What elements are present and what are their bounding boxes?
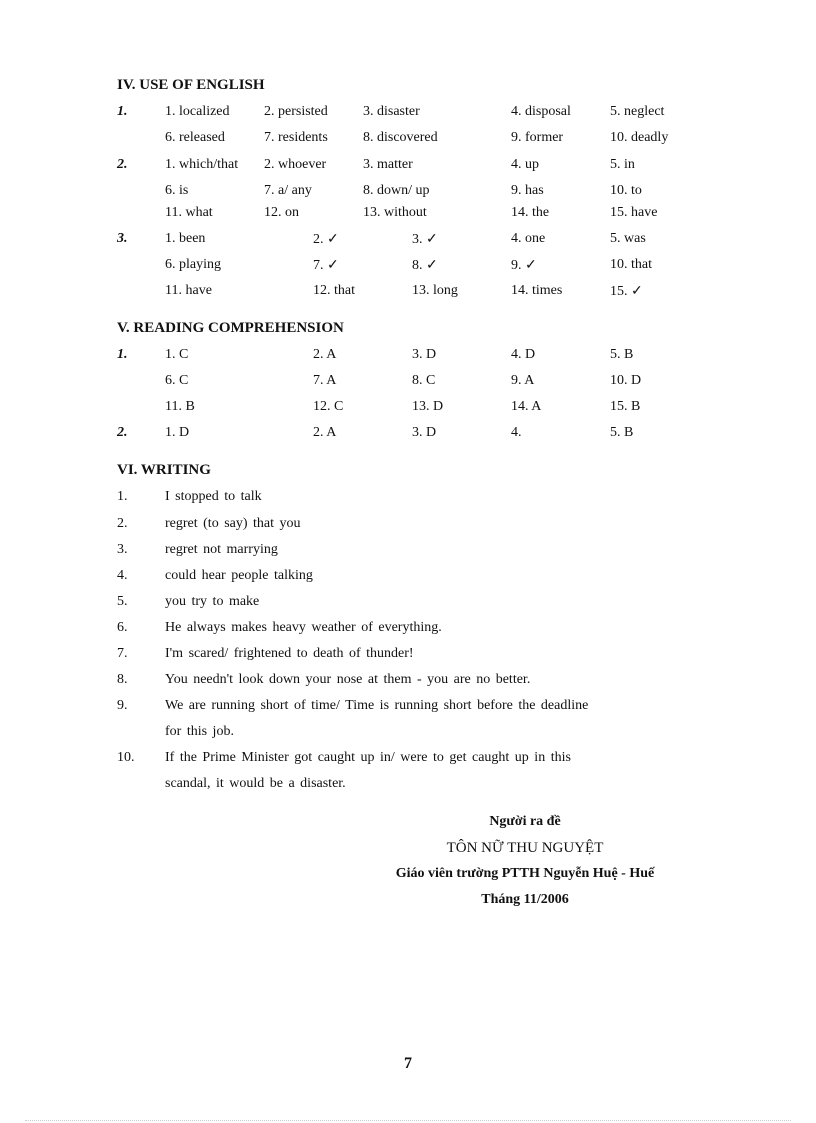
answer-cell: 9. A [511,373,535,388]
writing-item-text: for this job. [165,724,234,739]
writing-item-number: 6. [117,620,128,635]
page-number: 7 [404,1055,412,1072]
section-title-use-of-english: IV. USE OF ENGLISH [117,77,265,93]
answer-cell: 1. C [165,347,189,362]
answer-cell: 3. D [412,425,437,440]
question-number: 1. [117,347,128,362]
answer-cell: 11. what [165,205,213,220]
writing-item-number: 8. [117,672,128,687]
writing-item-text: I'm scared/ frightened to death of thunder! [165,646,414,661]
answer-cell: 15. B [610,399,641,414]
answer-cell: 5. neglect [610,104,665,119]
answer-cell: 3. D [412,347,437,362]
answer-cell: 7. A [313,373,337,388]
answer-cell: 14. times [511,283,563,298]
answer-cell: 2. whoever [264,157,327,172]
question-number: 1. [117,104,128,119]
writing-item-number: 7. [117,646,128,661]
answer-cell: 9. former [511,130,564,145]
signature-date: Tháng 11/2006 [481,892,569,907]
answer-cell: 13. D [412,399,444,414]
answer-cell: 6. C [165,373,189,388]
writing-item-text: We are running short of time/ Time is running short before the deadline [165,698,589,713]
answer-cell: 14. the [511,205,550,220]
answer-cell: 3. disaster [363,104,420,119]
answer-cell: 1. D [165,425,190,440]
answer-cell: 5. in [610,157,635,172]
writing-item-text: you try to make [165,594,260,609]
answer-cell: 7. residents [264,130,328,145]
section-title-writing: VI. WRITING [117,462,211,478]
writing-item-text: If the Prime Minister got caught up in/ were to get caught up in this [165,750,571,765]
answer-cell: 1. which/that [165,157,239,172]
page-bottom-divider [25,1120,791,1121]
writing-item-number: 3. [117,542,128,557]
answer-cell: 10. that [610,257,652,272]
answer-cell: 13. long [412,283,458,298]
answer-cell: 5. B [610,425,634,440]
answer-cell: 10. D [610,373,642,388]
answer-cell: 4. D [511,347,536,362]
writing-item-number: 10. [117,750,135,765]
answer-cell: 4. disposal [511,104,571,119]
answer-cell: 4. up [511,157,539,172]
writing-item-text: I stopped to talk [165,489,262,504]
answer-cell: 6. is [165,183,189,198]
answer-cell: 4. one [511,231,546,246]
signature-name: TÔN NỮ THU NGUYỆT [446,840,604,856]
writing-item-number: 9. [117,698,128,713]
writing-item-text: scandal, it would be a disaster. [165,776,346,791]
answer-cell: 12. on [264,205,299,220]
answer-cell: 8. ✓ [412,258,438,273]
writing-item-number: 4. [117,568,128,583]
answer-cell: 7. ✓ [313,258,339,273]
answer-cell: 7. a/ any [264,183,312,198]
answer-cell: 11. have [165,283,212,298]
answer-cell: 8. C [412,373,436,388]
answer-cell: 1. been [165,231,206,246]
answer-cell: 2. ✓ [313,232,339,247]
answer-cell: 3. matter [363,157,413,172]
writing-item-text: regret (to say) that you [165,516,301,531]
answer-cell: 5. B [610,347,634,362]
answer-cell: 2. A [313,425,337,440]
writing-item-number: 1. [117,489,128,504]
answer-cell: 9. ✓ [511,258,537,273]
answer-cell: 2. A [313,347,337,362]
question-number: 3. [117,231,128,246]
answer-cell: 13. without [363,205,427,220]
answer-cell: 10. deadly [610,130,669,145]
answer-cell: 8. discovered [363,130,438,145]
answer-cell: 12. C [313,399,344,414]
signature-role: Người ra đề [489,814,561,829]
writing-item-number: 5. [117,594,128,609]
answer-cell: 5. was [610,231,646,246]
answer-cell: 14. A [511,399,542,414]
answer-cell: 2. persisted [264,104,328,119]
writing-item-text: regret not marrying [165,542,278,557]
section-title-reading: V. READING COMPREHENSION [117,320,344,336]
answer-cell: 15. ✓ [610,284,643,299]
writing-item-text: He always makes heavy weather of everything. [165,620,442,635]
answer-cell: 6. playing [165,257,221,272]
answer-cell: 10. to [610,183,642,198]
answer-cell: 15. have [610,205,658,220]
answer-cell: 12. that [313,283,355,298]
question-number: 2. [117,425,128,440]
writing-item-text: You needn't look down your nose at them - you are no better. [165,672,531,687]
writing-item-number: 2. [117,516,128,531]
answer-cell: 6. released [165,130,225,145]
answer-cell: 3. ✓ [412,232,438,247]
answer-cell: 11. B [165,399,195,414]
answer-cell: 1. localized [165,104,230,119]
writing-item-text: could hear people talking [165,568,313,583]
signature-position: Giáo viên trường PTTH Nguyễn Huệ - Huế [395,866,655,881]
answer-cell: 8. down/ up [363,183,430,198]
answer-cell: 9. has [511,183,544,198]
answer-cell: 4. [511,425,522,440]
question-number: 2. [117,157,128,172]
